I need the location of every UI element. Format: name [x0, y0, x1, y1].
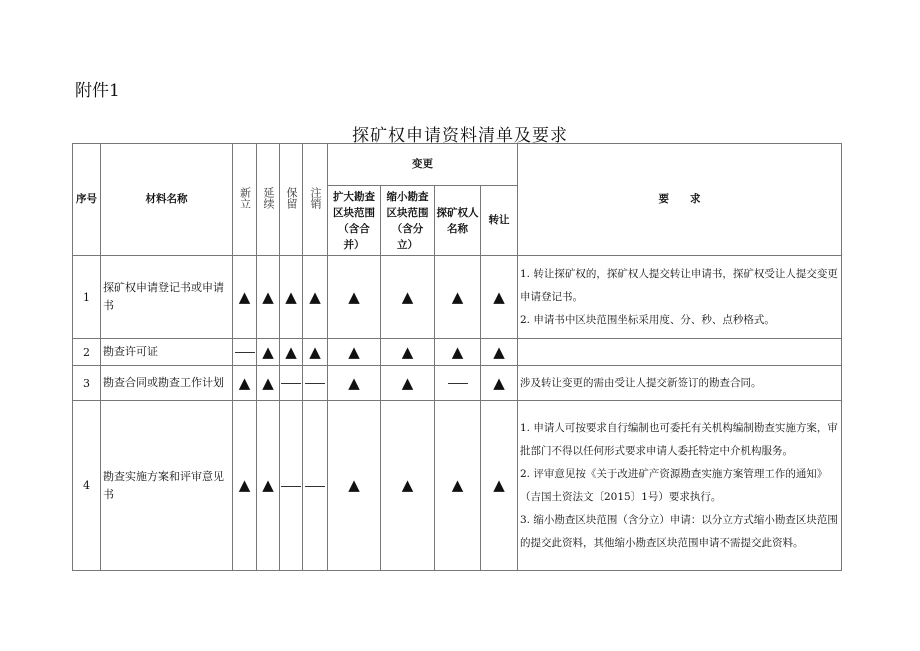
header-holder-name: 探矿权人名称	[435, 186, 481, 256]
triangle-mark-icon: ▲	[328, 401, 381, 571]
triangle-mark-icon: ▲	[435, 256, 481, 339]
table-row	[73, 401, 842, 571]
triangle-mark-icon: ▲	[303, 339, 328, 366]
header-expand: 扩大勘查区块范围（含合并）	[328, 186, 381, 256]
header-extend: 延续	[262, 186, 275, 209]
table-row	[73, 256, 842, 339]
row-requirements	[518, 366, 842, 401]
requirement-item: 1. 申请人可按要求自行编制也可委托有关机构编制勘查实施方案，审批部门不得以任何形式要求申请人委托特定中介机构服务。	[520, 421, 838, 457]
row-requirements	[518, 401, 842, 571]
dash-icon	[281, 486, 301, 487]
triangle-mark-icon: ▲	[233, 401, 257, 571]
dash-icon	[305, 383, 325, 384]
attachment-label: 附件1	[75, 81, 120, 101]
triangle-mark-icon: ▲	[481, 256, 518, 339]
header-change: 变更	[328, 144, 518, 186]
requirement-item: 3. 缩小勘查区块范围（含分立）申请：以分立方式缩小勘查区块范围的提交此资料，其他缩小勘查区块范围申请不需提交此资料。	[520, 513, 838, 549]
triangle-mark-icon: ▲	[280, 339, 303, 366]
dash-mark	[435, 366, 481, 401]
triangle-mark-icon: ▲	[257, 401, 280, 571]
document-title: 探矿权申请资料清单及要求	[352, 126, 568, 146]
row-material: 探矿权申请登记书或申请书	[101, 256, 233, 339]
header-cancel: 注销	[309, 186, 322, 209]
row-material: 勘查合同或勘查工作计划	[101, 366, 233, 401]
header-requirements: 要 求	[518, 144, 842, 256]
triangle-mark-icon: ▲	[328, 339, 381, 366]
row-requirements	[518, 256, 842, 339]
header-shrink: 缩小勘查区块范围（含分立）	[381, 186, 435, 256]
table-row	[73, 366, 842, 401]
dash-mark	[303, 401, 328, 571]
triangle-mark-icon: ▲	[303, 256, 328, 339]
triangle-mark-icon: ▲	[328, 366, 381, 401]
row-seq: 3	[73, 366, 101, 401]
triangle-mark-icon: ▲	[257, 366, 280, 401]
triangle-mark-icon: ▲	[435, 401, 481, 571]
requirement-item: 1. 转让探矿权的，探矿权人提交转让申请书，探矿权受让人提交变更申请登记书。	[520, 267, 838, 303]
row-material: 勘查实施方案和评审意见书	[101, 401, 233, 571]
triangle-mark-icon: ▲	[381, 366, 435, 401]
triangle-mark-icon: ▲	[481, 339, 518, 366]
header-transfer: 转让	[481, 186, 518, 256]
triangle-mark-icon: ▲	[233, 256, 257, 339]
dash-icon	[448, 383, 468, 384]
requirement-item: 2. 评审意见按《关于改进矿产资源勘查实施方案管理工作的通知》（吉国土资法文〔2015〕1号）要求执行。	[520, 467, 828, 503]
triangle-mark-icon: ▲	[381, 401, 435, 571]
dash-mark	[303, 366, 328, 401]
dash-icon	[281, 383, 301, 384]
dash-mark	[233, 339, 257, 366]
header-retain: 保留	[285, 186, 298, 209]
dash-mark	[280, 401, 303, 571]
triangle-mark-icon: ▲	[257, 256, 280, 339]
triangle-mark-icon: ▲	[233, 366, 257, 401]
triangle-mark-icon: ▲	[381, 339, 435, 366]
dash-icon	[235, 352, 255, 353]
header-new: 新立	[238, 186, 252, 209]
header-seq: 序号	[73, 144, 101, 256]
header-material: 材料名称	[101, 144, 233, 256]
row-seq: 2	[73, 339, 101, 366]
dash-mark	[280, 366, 303, 401]
requirement-item: 涉及转让变更的需由受让人提交新签订的勘查合同。	[520, 376, 762, 389]
triangle-mark-icon: ▲	[481, 366, 518, 401]
row-seq: 4	[73, 401, 101, 571]
materials-table	[72, 143, 842, 571]
triangle-mark-icon: ▲	[381, 256, 435, 339]
triangle-mark-icon: ▲	[280, 256, 303, 339]
triangle-mark-icon: ▲	[257, 339, 280, 366]
table-row	[73, 339, 842, 366]
requirement-item: 2. 申请书中区块范围坐标采用度、分、秒、点秒格式。	[520, 313, 775, 326]
triangle-mark-icon: ▲	[481, 401, 518, 571]
triangle-mark-icon: ▲	[435, 339, 481, 366]
row-requirements	[518, 339, 842, 366]
row-material: 勘查许可证	[101, 339, 233, 366]
dash-icon	[305, 486, 325, 487]
row-seq: 1	[73, 256, 101, 339]
triangle-mark-icon: ▲	[328, 256, 381, 339]
header-row	[73, 144, 842, 186]
